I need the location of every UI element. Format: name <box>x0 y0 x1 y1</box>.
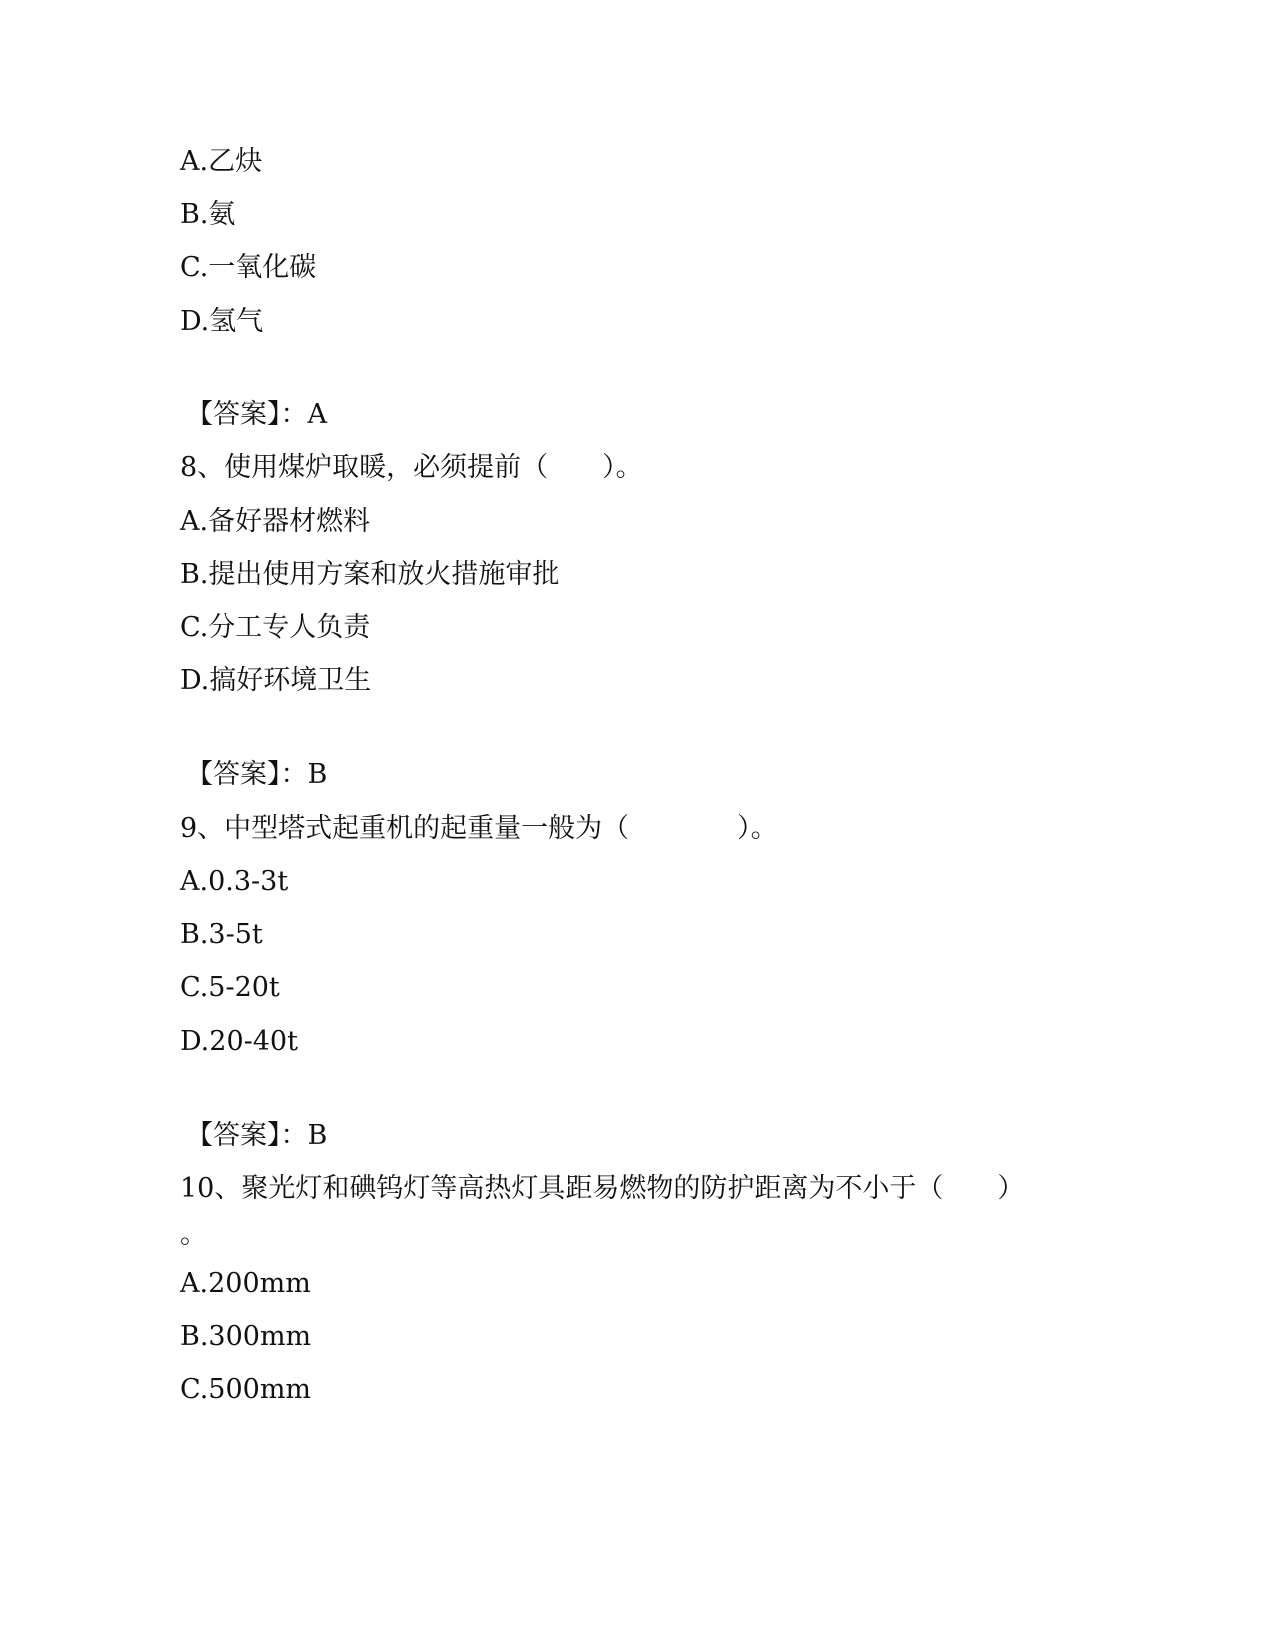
q10-question: 10、聚光灯和碘钨灯等高热灯具距易燃物的防护距离为不小于（ ） <box>180 1173 1025 1204</box>
q10-option-c: C.500mm <box>180 1374 312 1405</box>
q8-option-a: A.备好器材燃料 <box>180 506 371 537</box>
q8-option-d: D.搞好环境卫生 <box>180 665 372 696</box>
q9-question: 9、中型塔式起重机的起重量一般为（ ）。 <box>180 813 778 844</box>
q8-option-b: B.提出使用方案和放火措施审批 <box>180 559 560 590</box>
q10-option-b: B.300mm <box>180 1321 312 1352</box>
q8-answer: 【答案】：B <box>186 759 328 790</box>
q7-option-a: A.乙炔 <box>180 146 263 177</box>
q9-option-b: B.3-5t <box>180 919 263 950</box>
q10-option-a: A.200mm <box>180 1268 311 1299</box>
q8-question: 8、使用煤炉取暖，必须提前（ ）。 <box>180 452 643 483</box>
q9-option-c: C.5-20t <box>180 972 280 1003</box>
q7-option-b: B.氨 <box>180 199 236 230</box>
q8-option-c: C.分工专人负责 <box>180 612 371 643</box>
q7-option-d: D.氢气 <box>180 306 264 337</box>
q9-answer: 【答案】：B <box>186 1120 328 1151</box>
q7-answer: 【答案】：A <box>186 399 327 430</box>
q9-option-d: D.20-40t <box>180 1026 298 1057</box>
q9-option-a: A.0.3-3t <box>180 866 289 897</box>
q7-option-c: C.一氧化碳 <box>180 252 317 283</box>
q10-question-continuation: 。 <box>180 1219 207 1250</box>
